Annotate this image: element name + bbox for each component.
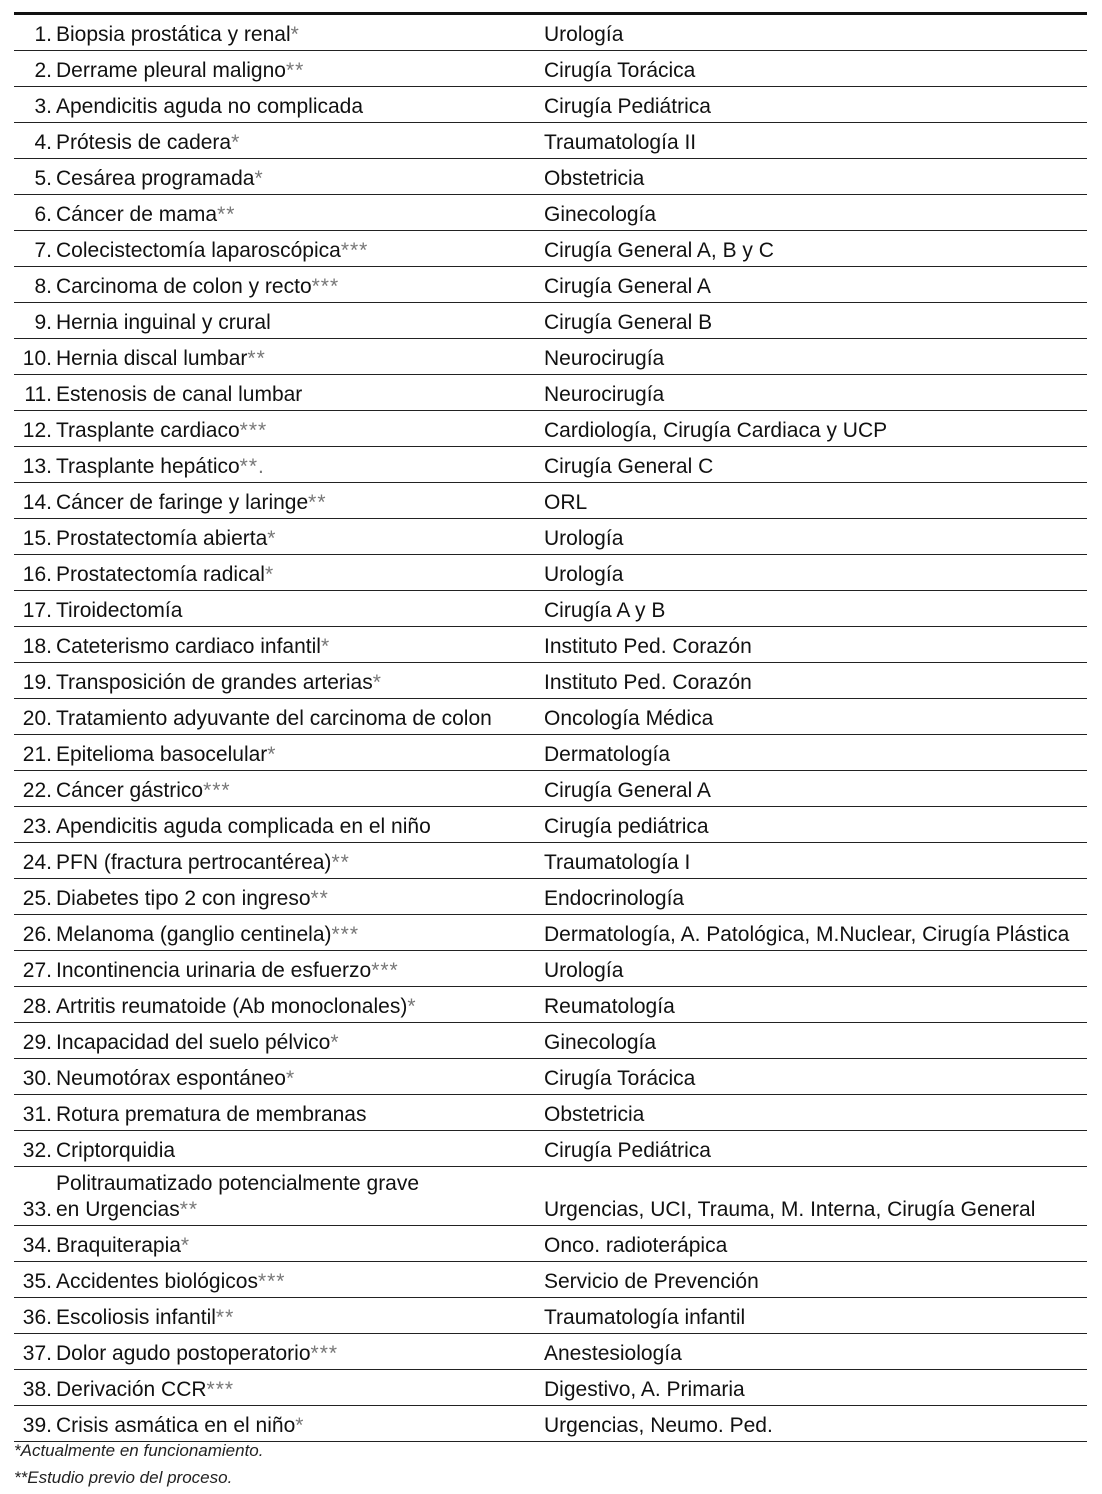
procedure-cell — [52, 951, 544, 987]
procedure-name: Carcinoma de colon y recto — [56, 275, 312, 298]
table-row — [14, 339, 1087, 375]
procedure-cell — [52, 915, 544, 951]
procedure-name: Trasplante cardiaco — [56, 419, 240, 442]
procedure-name: Dolor agudo postoperatorio — [56, 1342, 311, 1365]
status-mark: ** — [215, 1306, 235, 1329]
service-cell: Cirugía General C — [544, 447, 1087, 483]
procedure-name: Melanoma (ganglio centinela) — [56, 923, 332, 946]
procedure-name: Tratamiento adyuvante del carcinoma de colon — [56, 707, 492, 730]
procedure-name: Politraumatizado potencialmente grave — [56, 1172, 420, 1195]
service-cell: Urgencias, Neumo. Ped. — [544, 1406, 1087, 1442]
procedure-cell — [52, 447, 544, 483]
status-mark: *** — [331, 923, 360, 946]
table-row — [14, 915, 1087, 951]
procedure-line-2 — [56, 1197, 544, 1223]
table-row — [14, 123, 1087, 159]
procedure-cell — [52, 339, 544, 375]
procesos-table-grid — [14, 15, 1087, 1442]
row-number: 27. — [14, 951, 52, 987]
status-mark: *** — [203, 779, 231, 802]
row-number: 3. — [14, 87, 52, 123]
procedure-cell — [52, 87, 544, 123]
procedure-cell — [52, 519, 544, 555]
service-cell: Endocrinología — [544, 879, 1087, 915]
service-cell: Cirugía A y B — [544, 591, 1087, 627]
footnote-2: **Estudio previo del proceso. — [14, 1468, 233, 1487]
row-number: 30. — [14, 1059, 52, 1095]
procedure-name: Accidentes biológicos — [56, 1270, 258, 1293]
row-number: 8. — [14, 267, 52, 303]
procedure-cell — [52, 555, 544, 591]
table-row — [14, 591, 1087, 627]
status-mark: *** — [206, 1378, 235, 1401]
procedure-name: Biopsia prostática y renal — [56, 23, 291, 46]
procedure-cell — [52, 1023, 544, 1059]
table-row — [14, 627, 1087, 663]
row-number: 35. — [14, 1262, 52, 1298]
table-row — [14, 195, 1087, 231]
table-row — [14, 519, 1087, 555]
table-row — [14, 951, 1087, 987]
status-mark: * — [267, 527, 277, 550]
table-row — [14, 1334, 1087, 1370]
status-mark: ** — [308, 491, 327, 514]
service-cell: Urología — [544, 951, 1087, 987]
status-mark: ** — [217, 203, 236, 226]
row-number: 12. — [14, 411, 52, 447]
procedure-name: Tiroidectomía — [56, 599, 183, 622]
status-mark: * — [407, 995, 417, 1018]
procedure-cell — [52, 123, 544, 159]
status-mark: *** — [371, 959, 399, 982]
row-number: 21. — [14, 735, 52, 771]
status-mark: ** — [310, 887, 329, 910]
procedure-name: Trasplante hepático — [56, 455, 240, 478]
service-cell: Urgencias, UCI, Trauma, M. Interna, Cirugía General — [544, 1167, 1087, 1226]
service-cell: Ginecología — [544, 1023, 1087, 1059]
status-mark: * — [290, 23, 300, 46]
row-number: 5. — [14, 159, 52, 195]
procedure-cell — [52, 807, 544, 843]
row-number: 36. — [14, 1298, 52, 1334]
table-row — [14, 843, 1087, 879]
table-row — [14, 1298, 1087, 1334]
table-row — [14, 411, 1087, 447]
service-cell: Traumatología I — [544, 843, 1087, 879]
row-number: 1. — [14, 15, 52, 51]
table-body — [14, 15, 1087, 1442]
status-mark: * — [330, 1031, 340, 1054]
row-number: 34. — [14, 1226, 52, 1262]
service-cell: Neurocirugía — [544, 375, 1087, 411]
service-cell: Digestivo, A. Primaria — [544, 1370, 1087, 1406]
status-mark: * — [180, 1234, 191, 1257]
service-cell: Instituto Ped. Corazón — [544, 663, 1087, 699]
procedure-name: Prostatectomía abierta — [56, 527, 268, 550]
row-number: 38. — [14, 1370, 52, 1406]
row-number: 15. — [14, 519, 52, 555]
procedure-line-1 — [56, 1171, 544, 1197]
procedure-cell — [52, 375, 544, 411]
table-row — [14, 267, 1087, 303]
service-cell: Obstetricia — [544, 159, 1087, 195]
table-row — [14, 87, 1087, 123]
procedure-name: Transposición de grandes arterias — [56, 671, 373, 694]
procedure-name: Cateterismo cardiaco infantil — [56, 635, 321, 658]
status-mark: *** — [340, 239, 369, 262]
procedure-cell — [52, 15, 544, 51]
table-row — [14, 987, 1087, 1023]
status-mark: ** — [179, 1198, 199, 1221]
procedure-name: Incontinencia urinaria de esfuerzo — [56, 959, 372, 982]
row-number: 26. — [14, 915, 52, 951]
table-row — [14, 15, 1087, 51]
row-number: 31. — [14, 1095, 52, 1131]
procedure-cell — [52, 987, 544, 1023]
service-cell: Dermatología — [544, 735, 1087, 771]
table-row — [14, 1059, 1087, 1095]
procedure-cell — [52, 1059, 544, 1095]
service-cell: Onco. radioterápica — [544, 1226, 1087, 1262]
procedure-name: Braquiterapia — [56, 1234, 181, 1257]
procedure-cell — [52, 483, 544, 519]
procedure-name: Escoliosis infantil — [56, 1306, 216, 1329]
procedure-name: Cáncer de faringe y laringe — [56, 491, 309, 514]
service-cell: Cirugía Pediátrica — [544, 87, 1087, 123]
row-number: 19. — [14, 663, 52, 699]
row-number: 4. — [14, 123, 52, 159]
service-cell: Traumatología infantil — [544, 1298, 1087, 1334]
row-number: 11. — [14, 375, 52, 411]
procedure-cell — [52, 1167, 544, 1226]
procedure-cell — [52, 231, 544, 267]
status-mark: *** — [239, 419, 268, 442]
row-number: 39. — [14, 1406, 52, 1442]
table-row — [14, 51, 1087, 87]
service-cell: Servicio de Prevención — [544, 1262, 1087, 1298]
row-number: 16. — [14, 555, 52, 591]
service-cell: Instituto Ped. Corazón — [544, 627, 1087, 663]
procedure-cell — [52, 771, 544, 807]
service-cell: Traumatología II — [544, 123, 1087, 159]
procedure-cell — [52, 1370, 544, 1406]
table-row — [14, 447, 1087, 483]
procedure-name: Derrame pleural maligno — [56, 59, 286, 82]
procedure-cell — [52, 51, 544, 87]
table-row — [14, 879, 1087, 915]
table-row — [14, 771, 1087, 807]
table-row — [14, 555, 1087, 591]
status-mark: * — [254, 167, 264, 190]
procedure-name: Rotura prematura de membranas — [56, 1103, 367, 1126]
procedure-name: Hernia inguinal y crural — [56, 311, 271, 334]
table-row — [14, 1095, 1087, 1131]
procedure-cell — [52, 1095, 544, 1131]
procedure-cell — [52, 663, 544, 699]
service-cell: Cirugía General A, B y C — [544, 231, 1087, 267]
status-mark: * — [320, 635, 331, 658]
procedure-name: Apendicitis aguda no complicada — [56, 95, 364, 118]
procedure-cell — [52, 411, 544, 447]
procedure-name: Estenosis de canal lumbar — [56, 383, 303, 406]
row-number: 29. — [14, 1023, 52, 1059]
procedure-cell — [52, 843, 544, 879]
service-cell: Cirugía pediátrica — [544, 807, 1087, 843]
procedure-name: Hernia discal lumbar — [56, 347, 248, 370]
row-number: 9. — [14, 303, 52, 339]
table-row — [14, 1023, 1087, 1059]
table-row — [14, 1131, 1087, 1167]
row-number: 33. — [14, 1167, 52, 1226]
row-number: 25. — [14, 879, 52, 915]
procedure-name: Derivación CCR — [56, 1378, 207, 1401]
status-mark: ** — [247, 347, 266, 370]
procedure-name: Neumotórax espontáneo — [56, 1067, 286, 1090]
procedure-name: Incapacidad del suelo pélvico — [56, 1031, 331, 1054]
service-cell: Obstetricia — [544, 1095, 1087, 1131]
row-number: 13. — [14, 447, 52, 483]
table-row — [14, 735, 1087, 771]
procesos-table — [14, 12, 1087, 1442]
row-number: 14. — [14, 483, 52, 519]
procedure-name: Artritis reumatoide (Ab monoclonales) — [56, 995, 408, 1018]
procedure-cell — [52, 699, 544, 735]
procedure-name: Colecistectomía laparoscópica — [56, 239, 341, 262]
table-row — [14, 483, 1087, 519]
status-mark: * — [295, 1414, 305, 1437]
row-number: 37. — [14, 1334, 52, 1370]
table-row — [14, 231, 1087, 267]
status-mark: ** — [285, 59, 305, 82]
table-row — [14, 663, 1087, 699]
procedure-cell — [52, 159, 544, 195]
row-number: 23. — [14, 807, 52, 843]
procedure-name: Epitelioma basocelular — [56, 743, 268, 766]
procedure-name: Criptorquidia — [56, 1139, 176, 1162]
procedure-cell — [52, 267, 544, 303]
procedure-cell — [52, 1131, 544, 1167]
footnote-1: *Actualmente en funcionamiento. — [14, 1441, 264, 1460]
service-cell: ORL — [544, 483, 1087, 519]
table-row — [14, 159, 1087, 195]
table-row — [14, 1262, 1087, 1298]
procedure-name: Cáncer de mama — [56, 203, 218, 226]
table-row — [14, 807, 1087, 843]
row-number: 2. — [14, 51, 52, 87]
row-number: 24. — [14, 843, 52, 879]
status-mark: *** — [310, 1342, 339, 1365]
procedure-cell — [52, 195, 544, 231]
status-mark: *** — [257, 1270, 286, 1293]
procedure-cell — [52, 1334, 544, 1370]
service-cell: Dermatología, A. Patológica, M.Nuclear, Cirugía Plástica — [544, 915, 1087, 951]
row-number: 10. — [14, 339, 52, 375]
row-number: 6. — [14, 195, 52, 231]
procedure-cell — [52, 1262, 544, 1298]
footnotes — [14, 1437, 264, 1491]
service-cell: Cirugía Pediátrica — [544, 1131, 1087, 1167]
row-number: 32. — [14, 1131, 52, 1167]
procedure-name: Apendicitis aguda complicada en el niño — [56, 815, 431, 838]
procedure-cell — [52, 591, 544, 627]
status-mark: ** — [331, 851, 350, 874]
service-cell: Urología — [544, 519, 1087, 555]
service-cell: Cirugía General A — [544, 771, 1087, 807]
service-cell: Cardiología, Cirugía Cardiaca y UCP — [544, 411, 1087, 447]
row-number: 22. — [14, 771, 52, 807]
procedure-name: PFN (fractura pertrocantérea) — [56, 851, 332, 874]
row-number: 7. — [14, 231, 52, 267]
procedure-cell — [52, 1298, 544, 1334]
row-number: 17. — [14, 591, 52, 627]
service-cell: Cirugía General A — [544, 267, 1087, 303]
status-mark: * — [372, 671, 382, 694]
procedure-name: Diabetes tipo 2 con ingreso — [56, 887, 311, 910]
service-cell: Reumatología — [544, 987, 1087, 1023]
procedure-name: Prostatectomía radical — [56, 563, 265, 586]
status-mark: * — [286, 1067, 296, 1090]
status-mark: * — [231, 131, 241, 154]
service-cell: Urología — [544, 555, 1087, 591]
service-cell: Cirugía General B — [544, 303, 1087, 339]
table-row — [14, 375, 1087, 411]
service-cell: Cirugía Torácica — [544, 1059, 1087, 1095]
service-cell: Neurocirugía — [544, 339, 1087, 375]
service-cell: Ginecología — [544, 195, 1087, 231]
procedure-cell — [52, 303, 544, 339]
service-cell: Cirugía Torácica — [544, 51, 1087, 87]
row-number: 20. — [14, 699, 52, 735]
service-cell: Anestesiología — [544, 1334, 1087, 1370]
row-number: 28. — [14, 987, 52, 1023]
table-row — [14, 699, 1087, 735]
procedure-cell — [52, 627, 544, 663]
procedure-cell — [52, 1226, 544, 1262]
status-mark: * — [264, 563, 275, 586]
procedure-name-continued: en Urgencias — [56, 1198, 180, 1221]
procedure-name: Cesárea programada — [56, 167, 255, 190]
table-row — [14, 1226, 1087, 1262]
service-cell: Oncología Médica — [544, 699, 1087, 735]
procedure-name: Crisis asmática en el niño — [56, 1414, 296, 1437]
status-mark: * — [267, 743, 277, 766]
status-mark: *** — [311, 275, 340, 298]
table-row — [14, 1370, 1087, 1406]
procedure-cell — [52, 735, 544, 771]
procedure-name: Prótesis de cadera — [56, 131, 232, 154]
procedure-name: Cáncer gástrico — [56, 779, 204, 802]
table-row — [14, 1167, 1087, 1226]
status-mark: **. — [239, 455, 265, 478]
row-number: 18. — [14, 627, 52, 663]
service-cell: Urología — [544, 15, 1087, 51]
table-row — [14, 303, 1087, 339]
procedure-cell — [52, 879, 544, 915]
